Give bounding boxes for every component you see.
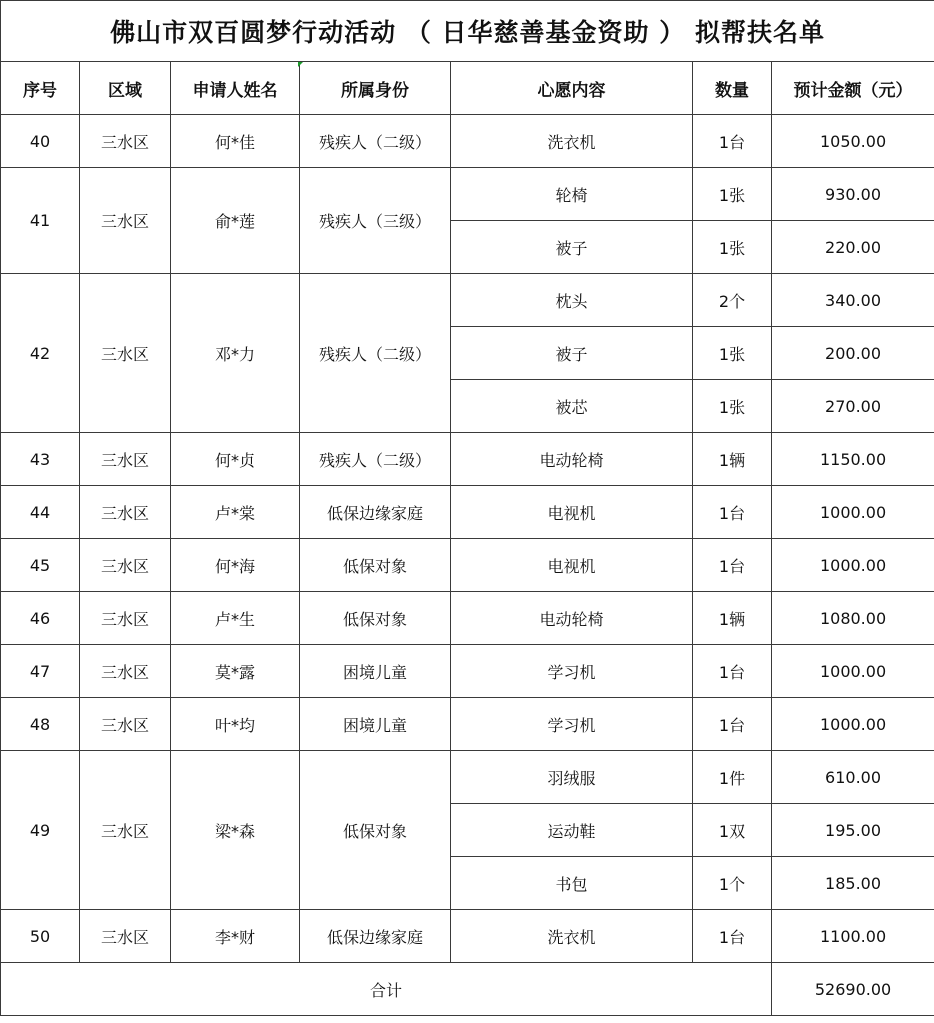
cell-applicant[interactable]: 何*贞 [171, 433, 300, 486]
cell-identity[interactable]: 残疾人（三级） [300, 168, 451, 274]
cell-applicant[interactable]: 何*海 [171, 539, 300, 592]
cell-amount[interactable]: 270.00 [772, 380, 934, 433]
cell-quantity[interactable]: 1张 [693, 327, 772, 380]
total-amount[interactable]: 52690.00 [772, 963, 934, 1016]
cell-quantity[interactable]: 1台 [693, 910, 772, 963]
table-row [1, 698, 934, 751]
cell-district[interactable]: 三水区 [80, 539, 171, 592]
cell-quantity[interactable]: 1台 [693, 698, 772, 751]
cell-amount[interactable]: 1000.00 [772, 645, 934, 698]
cell-wish[interactable]: 电动轮椅 [451, 433, 693, 486]
cell-identity[interactable]: 低保对象 [300, 539, 451, 592]
cell-amount[interactable]: 200.00 [772, 327, 934, 380]
cell-wish[interactable]: 电视机 [451, 539, 693, 592]
cell-applicant[interactable]: 卢*棠 [171, 486, 300, 539]
cell-identity[interactable]: 困境儿童 [300, 698, 451, 751]
cell-quantity[interactable]: 1台 [693, 486, 772, 539]
cell-wish[interactable]: 电动轮椅 [451, 592, 693, 645]
cell-seq[interactable]: 41 [1, 168, 80, 274]
cell-identity[interactable]: 残疾人（二级） [300, 115, 451, 168]
cell-quantity[interactable]: 1件 [693, 751, 772, 804]
cell-seq[interactable]: 42 [1, 274, 80, 433]
header-district[interactable]: 区域 [80, 62, 171, 115]
cell-quantity[interactable]: 1辆 [693, 433, 772, 486]
table-row [1, 910, 934, 963]
table-row [1, 645, 934, 698]
cell-amount[interactable]: 195.00 [772, 804, 934, 857]
cell-district[interactable]: 三水区 [80, 751, 171, 910]
cell-identity[interactable]: 低保边缘家庭 [300, 486, 451, 539]
cell-identity[interactable]: 低保边缘家庭 [300, 910, 451, 963]
cell-district[interactable]: 三水区 [80, 274, 171, 433]
cell-applicant[interactable]: 李*财 [171, 910, 300, 963]
cell-district[interactable]: 三水区 [80, 433, 171, 486]
cell-quantity[interactable]: 2个 [693, 274, 772, 327]
cell-quantity[interactable]: 1张 [693, 168, 772, 221]
cell-district[interactable]: 三水区 [80, 910, 171, 963]
cell-quantity[interactable]: 1台 [693, 115, 772, 168]
cell-district[interactable]: 三水区 [80, 645, 171, 698]
cell-wish[interactable]: 书包 [451, 857, 693, 910]
cell-applicant[interactable]: 莫*露 [171, 645, 300, 698]
table-row [1, 592, 934, 645]
cell-identity[interactable]: 残疾人（二级） [300, 433, 451, 486]
total-label[interactable]: 合计 [1, 963, 772, 1016]
cell-wish[interactable]: 洗衣机 [451, 115, 693, 168]
cell-amount[interactable]: 930.00 [772, 168, 934, 221]
table-row [1, 115, 934, 168]
cell-amount[interactable]: 340.00 [772, 274, 934, 327]
cell-identity[interactable]: 残疾人（二级） [300, 274, 451, 433]
cell-amount[interactable]: 610.00 [772, 751, 934, 804]
cell-district[interactable]: 三水区 [80, 115, 171, 168]
table-row [1, 486, 934, 539]
title-row [1, 1, 934, 62]
cell-amount[interactable]: 1000.00 [772, 486, 934, 539]
header-amount[interactable]: 预计金额（元） [772, 62, 934, 115]
cell-quantity[interactable]: 1张 [693, 221, 772, 274]
cell-applicant[interactable]: 何*佳 [171, 115, 300, 168]
header-row [1, 62, 934, 115]
cell-seq[interactable]: 45 [1, 539, 80, 592]
cell-district[interactable]: 三水区 [80, 592, 171, 645]
cell-district[interactable]: 三水区 [80, 168, 171, 274]
cell-seq[interactable]: 44 [1, 486, 80, 539]
cell-quantity[interactable]: 1台 [693, 645, 772, 698]
cell-quantity[interactable]: 1台 [693, 539, 772, 592]
cell-identity[interactable]: 困境儿童 [300, 645, 451, 698]
header-seq[interactable]: 序号 [1, 62, 80, 115]
cell-seq[interactable]: 46 [1, 592, 80, 645]
cell-identity[interactable]: 低保对象 [300, 592, 451, 645]
cell-amount[interactable]: 1100.00 [772, 910, 934, 963]
sheet-title[interactable]: 佛山市双百圆梦行动活动 （ 日华慈善基金资助 ） 拟帮扶名单 [1, 1, 934, 62]
cell-seq[interactable]: 48 [1, 698, 80, 751]
cell-seq[interactable]: 49 [1, 751, 80, 910]
table-row [1, 751, 934, 804]
cell-quantity[interactable]: 1张 [693, 380, 772, 433]
cell-amount[interactable]: 1080.00 [772, 592, 934, 645]
cell-seq[interactable]: 50 [1, 910, 80, 963]
cell-wish[interactable]: 被子 [451, 221, 693, 274]
cell-seq[interactable]: 43 [1, 433, 80, 486]
cell-seq[interactable]: 40 [1, 115, 80, 168]
cell-wish[interactable]: 学习机 [451, 698, 693, 751]
cell-quantity[interactable]: 1辆 [693, 592, 772, 645]
cell-quantity[interactable]: 1双 [693, 804, 772, 857]
header-wish[interactable]: 心愿内容 [451, 62, 693, 115]
table-row [1, 433, 934, 486]
cell-amount[interactable]: 1150.00 [772, 433, 934, 486]
cell-wish[interactable]: 枕头 [451, 274, 693, 327]
cell-wish[interactable]: 洗衣机 [451, 910, 693, 963]
cell-wish[interactable]: 羽绒服 [451, 751, 693, 804]
cell-wish[interactable]: 运动鞋 [451, 804, 693, 857]
header-identity[interactable]: 所属身份 [300, 62, 451, 115]
cell-identity[interactable]: 低保对象 [300, 751, 451, 910]
cell-amount[interactable]: 220.00 [772, 221, 934, 274]
cell-applicant[interactable]: 卢*生 [171, 592, 300, 645]
table-row [1, 274, 934, 327]
cell-applicant[interactable]: 俞*莲 [171, 168, 300, 274]
cell-wish[interactable]: 被芯 [451, 380, 693, 433]
header-quantity[interactable]: 数量 [693, 62, 772, 115]
header-applicant[interactable]: 申请人姓名 [171, 62, 300, 115]
total-row [1, 963, 934, 1016]
cell-wish[interactable]: 学习机 [451, 645, 693, 698]
cell-applicant[interactable]: 邓*力 [171, 274, 300, 433]
cell-quantity[interactable]: 1个 [693, 857, 772, 910]
table-row [1, 539, 934, 592]
table-row [1, 168, 934, 221]
cell-amount[interactable]: 185.00 [772, 857, 934, 910]
cell-wish[interactable]: 被子 [451, 327, 693, 380]
cell-amount[interactable]: 1000.00 [772, 539, 934, 592]
cell-applicant[interactable]: 梁*森 [171, 751, 300, 910]
cell-seq[interactable]: 47 [1, 645, 80, 698]
cell-district[interactable]: 三水区 [80, 486, 171, 539]
cell-applicant[interactable]: 叶*均 [171, 698, 300, 751]
cell-district[interactable]: 三水区 [80, 698, 171, 751]
cell-amount[interactable]: 1050.00 [772, 115, 934, 168]
cell-wish[interactable]: 电视机 [451, 486, 693, 539]
cell-amount[interactable]: 1000.00 [772, 698, 934, 751]
cell-comment-marker [298, 62, 303, 67]
cell-wish[interactable]: 轮椅 [451, 168, 693, 221]
